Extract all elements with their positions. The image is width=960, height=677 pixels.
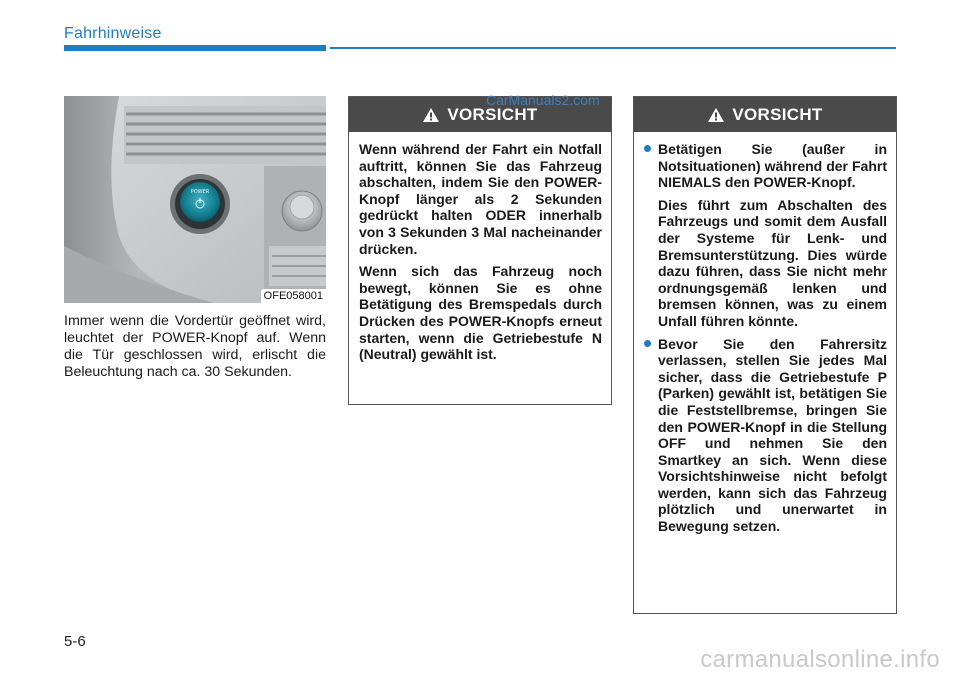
power-button-label: POWER xyxy=(190,189,210,195)
dashboard-illustration xyxy=(64,96,326,303)
caution-box-2 xyxy=(633,96,897,614)
warning-icon xyxy=(422,107,440,123)
bullet-dot-icon xyxy=(644,340,651,347)
watermark-bottom: carmanualsonline.info xyxy=(700,646,940,673)
bullet-subtext: Dies führt zum Abschalten des Fahrzeugs und somit dem Ausfall der Systeme für Lenk- und Bremsunterstützung. Dies würde dazu führen, dass Sie nicht mehr ordnungsgemäß lenken und bremsen können, was zu einem Unfall führen könnte. xyxy=(658,196,887,329)
bullet-text: Betätigen Sie (außer in Notsituationen) während der Fahrt NIEMALS den POWER-Knopf. xyxy=(658,141,887,191)
bullet-dot-icon xyxy=(644,145,651,152)
caution-header xyxy=(634,97,896,132)
caution-body xyxy=(349,132,611,375)
caution-paragraph: Wenn während der Fahrt ein Notfall auftritt, können Sie das Fahrzeug abschalten, indem Sie den POWER-Knopf länger als 2 Sekunden gedrückt halten ODER innerhalb von 3 Sekunden 3 Mal nacheinander drücken. xyxy=(359,141,602,257)
power-button-photo xyxy=(64,96,326,303)
section-title: Fahrhinweise xyxy=(64,25,162,42)
caution-title: VORSICHT xyxy=(447,104,538,124)
bullet-item xyxy=(644,141,887,330)
bullet-item xyxy=(644,336,887,535)
caution-paragraph: Wenn sich das Fahrzeug noch bewegt, können Sie es ohne Betätigung des Bremspedals durch Drücken des POWER-Knopfs erneut starten, wenn die Getriebestufe N (Neutral) gewählt ist. xyxy=(359,263,602,363)
bullet-text: Bevor Sie den Fahrersitz verlassen, stellen Sie jedes Mal sicher, dass die Getriebestufe P (Parken) gewählt ist, betätigen Sie die Feststellbremse, bringen Sie den POWER-Knopf in die Stellung OFF und nehmen Sie den Smartkey an sich. Wenn diese Vorsichtshinweise nicht befolgt werden, kann sich das Fahrzeug plötzlich und unerwartet in Bewegung setzen. xyxy=(658,335,887,535)
page-number: 5-6 xyxy=(64,633,86,650)
warning-icon xyxy=(707,107,725,123)
header-bar-thin xyxy=(330,47,896,49)
watermark-top: CarManuals2.com xyxy=(486,92,600,108)
caution-body xyxy=(634,132,896,547)
header-bar-thick xyxy=(64,45,326,51)
caution-title: VORSICHT xyxy=(732,104,823,124)
caution-box-1 xyxy=(348,96,612,405)
body-text: Immer wenn die Vordertür geöffnet wird, leuchtet der POWER-Knopf auf. Wenn die Tür geschlossen wird, erlischt die Beleuchtung nach ca. 30 Sekunden. xyxy=(64,313,326,380)
photo-code: OFE058001 xyxy=(261,289,326,303)
